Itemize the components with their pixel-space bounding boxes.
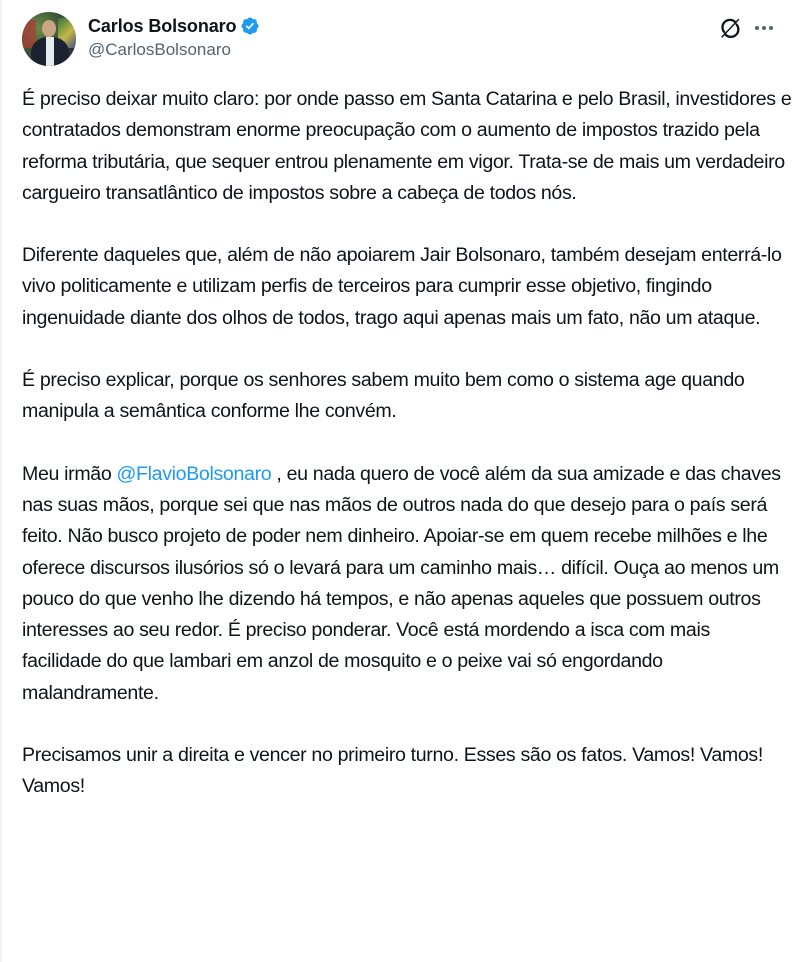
tweet-paragraph-1: É preciso deixar muito claro: por onde passo em Santa Catarina e pelo Brasil, investidores e contratados demonstram enorme preocupação com o aumento de impostos trazido pela reforma tributária, que sequer entrou plenamente em vigor. Trata-se de mais um verdadeiro cargueiro transatlântico de impostos sobre a cabeça de todos nós. bbox=[22, 88, 792, 204]
paragraph-4-rest: , eu nada quero de você além da sua amizade e das chaves nas suas mãos, porque sei que nas mãos de outros nada do que desejo para o país será feito. Não busco projeto de poder nem dinheiro. Apoiar-se em quem recebe milhões e lhe oferece discursos ilusórios só o levará para um caminho mais… difícil. Ouça ao menos um pouco do que venho lhe dizendo há tempos, e não apenas aqueles que possuem outros interesses ao seu redor. É preciso ponderar. Você está mordendo a isca com mais facilidade do que lambari em anzol de mosquito e o peixe vai só engordando malandramente. bbox=[22, 462, 781, 704]
mention-link-flaviobolsonaro[interactable]: @FlavioBolsonaro bbox=[116, 462, 272, 485]
author-handle[interactable]: @CarlosBolsonaro bbox=[88, 40, 231, 59]
tweet-paragraph-2: Diferente daqueles que, além de não apoiarem Jair Bolsonaro, também desejam enterrá-lo vivo politicamente e utilizam perfis de terceiros para cumprir esse objetivo, fingindo ingenuidade diante dos olhos de todos, trago aqui apenas mais um fato, não um ataque. bbox=[22, 244, 782, 329]
avatar[interactable] bbox=[22, 12, 76, 66]
avatar-face bbox=[42, 20, 56, 37]
tweet-header bbox=[0, 0, 800, 76]
author-info bbox=[88, 14, 260, 60]
tweet-paragraph-4 bbox=[22, 459, 792, 709]
tweet-paragraph-3: É preciso explicar, porque os senhores sabem muito bem como o sistema age quando manipula a semântica conforme lhe convém. bbox=[22, 369, 745, 423]
display-name[interactable]: Carlos Bolsonaro bbox=[88, 15, 237, 36]
more-options-icon[interactable] bbox=[752, 16, 776, 40]
avatar-shirt bbox=[46, 37, 54, 66]
tweet-paragraph-5: Precisamos unir a direita e vencer no primeiro turno. Esses são os fatos. Vamos! Vamos! Vamos! bbox=[22, 744, 763, 798]
left-border bbox=[0, 0, 2, 962]
grok-icon[interactable] bbox=[718, 16, 742, 40]
display-name-row bbox=[88, 14, 260, 38]
tweet-text bbox=[22, 84, 792, 803]
verified-badge-icon[interactable] bbox=[240, 16, 260, 36]
paragraph-4-lead: Meu irmão bbox=[22, 462, 117, 485]
